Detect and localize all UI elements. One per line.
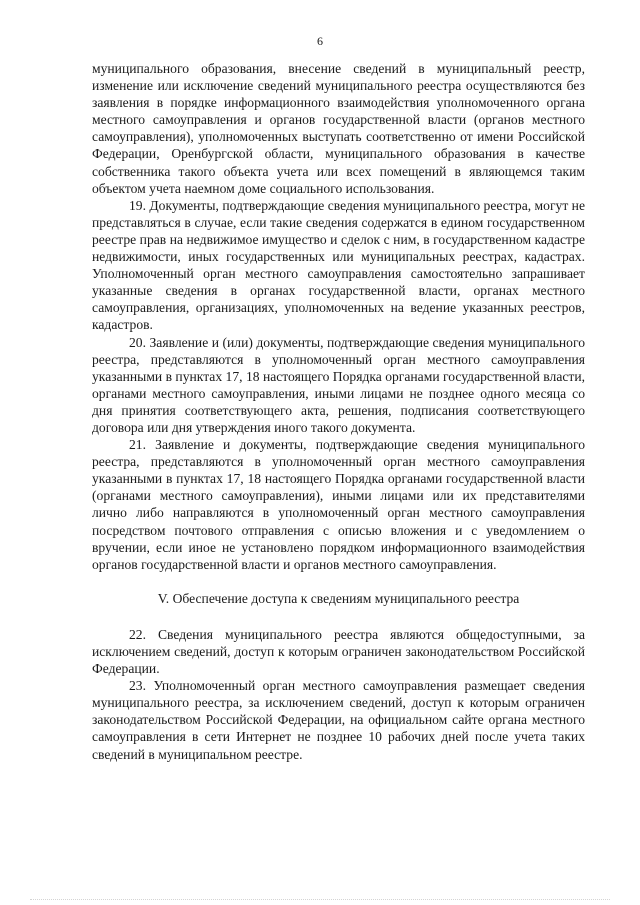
paragraph-23: 23. Уполномоченный орган местного самоуправления размещает сведения муниципального реестра, за исключением сведений, доступ к которым ограничен законодательством Российской Федерации, на официальном сайте органа местного самоуправления в сети Интернет не позднее 10 рабочих дней после учета таких сведений в муниципальном реестре. — [92, 678, 585, 762]
page-number: 6 — [317, 34, 323, 48]
paragraph-19: 19. Документы, подтверждающие сведения муниципального реестра, могут не представляться в случае, если такие сведения содержатся в едином государственном реестре прав на недвижимое имущество и сделок с ним, в государственном кадастре недвижимости, иных государственных или муниципальных реестрах, кадастрах. Уполномоченный орган местного самоуправления самостоятельно запрашивает указанные сведения в органах государственной власти, органах местного самоуправления, организациях, уполномоченных на ведение указанных реестров, кадастров. — [92, 197, 585, 333]
section-heading-v: V. Обеспечение доступа к сведениям муниципального реестра — [157, 590, 520, 606]
paragraph-continuation: муниципального образования, внесение сведений в муниципальный реестр, изменение или исключение сведений муниципального реестра осуществляются без заявления в порядке информационного взаимодействия уполномоченного органа местного самоуправления и органов государственной власти (органов местного самоуправления), уполномоченных выступать соответственно от имени Российской Федерации, Оренбургской области, муниципального образования в качестве собственника такого объекта учета или всех помещений в являющемся таким объектом учета наемном доме социального использования. — [92, 61, 585, 196]
document-body — [92, 60, 585, 763]
paragraph-20: 20. Заявление и (или) документы, подтверждающие сведения муниципального реестра, представляются в уполномоченный орган местного самоуправления указанными в пунктах 17, 18 настоящего Порядка органами государственной власти, органами местного самоуправления, иными лицами не позднее одного месяца со дня принятия соответствующего акта, решения, подписания соответствующего договора или дня утверждения иного такого документа. — [92, 334, 585, 435]
scan-edge-artifact — [30, 899, 610, 903]
paragraph-21: 21. Заявление и документы, подтверждающие сведения муниципального реестра, представляются в уполномоченный орган местного самоуправления указанными в пунктах 17, 18 настоящего Порядка органами государственной власти (органами местного самоуправления), иными лицами или их представителями лично либо направляются в уполномоченный орган местного самоуправления посредством почтового отправления с описью вложения и с уведомлением о вручении, если иное не установлено порядком информационного взаимодействия органов государственной власти и органов местного самоуправления. — [92, 437, 585, 572]
paragraph-22: 22. Сведения муниципального реестра являются общедоступными, за исключением сведений, доступ к которым ограничен законодательством Российской Федерации. — [92, 626, 585, 677]
